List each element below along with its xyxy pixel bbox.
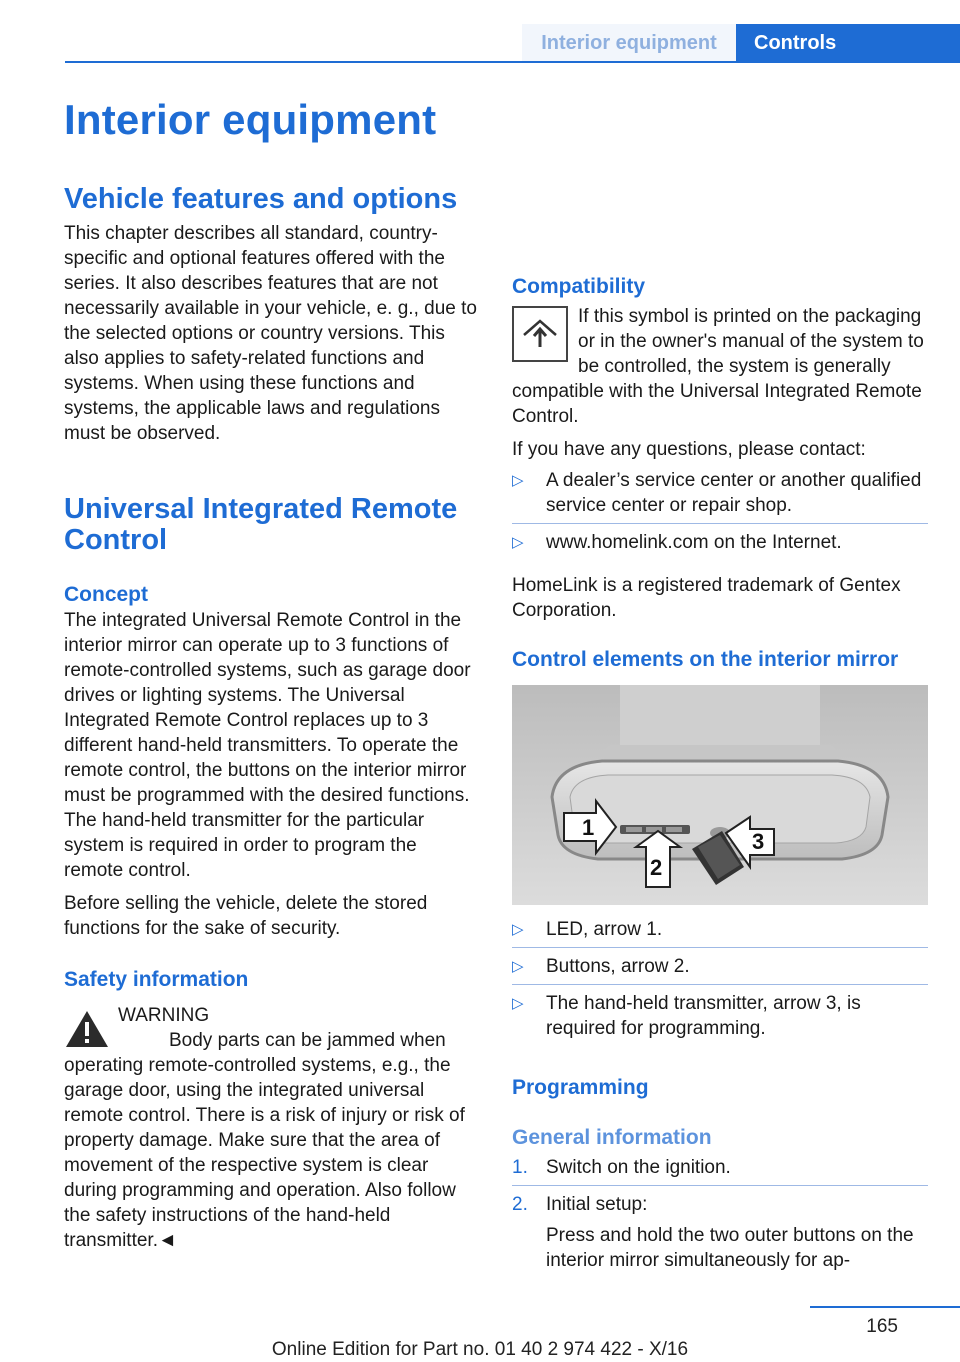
- programming-steps: [512, 1155, 928, 1273]
- homelink-link: www.homelink.com on the Internet.: [546, 532, 842, 553]
- list-item: ▷ A dealer’s service center or another qualified service center or repair shop.: [512, 470, 922, 516]
- arrow-label-3: 3: [752, 829, 765, 854]
- bullet-marker-icon: ▷: [512, 472, 524, 489]
- warning-label: WARNING: [118, 1005, 210, 1026]
- bullet-marker-icon: ▷: [512, 958, 524, 975]
- list-separator: [512, 1185, 928, 1186]
- control-elements-list: [512, 917, 928, 1041]
- warning-text: Body parts can be jammed when operating remote-controlled systems, e.g., the garage door, using the integrated universal remote control. There is a risk of injury or risk of property damage. Make sure that the area of movement of the respective system is clear during programming and operation. Also follow the safety instructions of the hand-held transmitter.◄: [64, 1030, 465, 1251]
- trademark-text: HomeLink is a registered trademark of Gentex Corporation.: [512, 575, 901, 621]
- page-title: Interior equipment: [64, 96, 437, 143]
- list-item: ▷ The hand-held transmitter, arrow 3, is required for programming.: [512, 993, 861, 1039]
- concept-paragraph-1: The integrated Universal Remote Control in the interior mirror can operate up to 3 functions of remote-controlled systems, such as garage door drives or lighting systems. The Universal Integrated Remote Control replaces up to 3 different hand-held transmitters. To operate the remote control, the buttons on the interior mirror must be programmed with the desired functions. The hand-held transmitter for the particular system is required in order to program the remote control.: [64, 610, 471, 881]
- arrow-label-2: 2: [650, 855, 663, 880]
- list-item: ▷ Buttons, arrow 2.: [512, 956, 690, 977]
- footer-edition: Online Edition for Part no. 01 40 2 974 422 - X/16: [271, 1339, 689, 1360]
- heading-control-elements: Control elements on the interior mirror: [512, 648, 899, 671]
- warning-triangle-icon: [64, 1009, 110, 1049]
- warning-block: [64, 1003, 480, 1253]
- list-separator: [512, 984, 928, 985]
- footer-rule: [810, 1306, 960, 1308]
- heading-concept: Concept: [64, 583, 148, 606]
- heading-safety-information: Safety information: [64, 968, 249, 991]
- list-separator: [512, 947, 928, 948]
- page-number: 165: [866, 1316, 898, 1337]
- header-tab-controls[interactable]: Controls: [736, 24, 960, 62]
- list-item[interactable]: [512, 530, 928, 555]
- heading-compatibility: Compatibility: [512, 275, 646, 298]
- heading-uirc: Universal Integrated Remote Control: [64, 493, 458, 556]
- compatibility-text: If this symbol is printed on the packaging or in the owner's manual of the system to be controlled, the system is generally compatible with the Universal Integrated Remote Control.: [512, 306, 924, 427]
- bullet-marker-icon: ▷: [512, 534, 524, 551]
- step-2-detail: Press and hold the two outer buttons on the interior mirror simultaneously for ap-: [546, 1225, 914, 1271]
- heading-general-information: General information: [512, 1126, 712, 1149]
- contact-intro: If you have any questions, please contact:: [512, 439, 866, 460]
- list-separator: [512, 523, 928, 524]
- arrow-label-1: 1: [582, 815, 595, 840]
- header-section-label: Interior equipment: [522, 24, 736, 62]
- concept-paragraph-2: Before selling the vehicle, delete the stored functions for the sake of security.: [64, 893, 428, 939]
- list-item: 1. Switch on the ignition.: [512, 1157, 731, 1178]
- warning-continuation-space: [512, 184, 928, 274]
- list-item: ▷ LED, arrow 1.: [512, 919, 663, 940]
- right-column: [512, 184, 928, 1273]
- compatibility-block: [512, 304, 928, 429]
- bullet-marker-icon: ▷: [512, 921, 524, 938]
- vehicle-features-text: This chapter describes all standard, country-specific and optional features offered with the series. It also describes features that are not necessarily available in your vehicle, e. g., due to the selected options or country versions. This also applies to safety-related functions and systems. When using these functions and systems, the applicable laws and regulations must be observed.: [64, 223, 477, 444]
- header-rule: [65, 61, 960, 63]
- heading-vehicle-features: Vehicle features and options: [64, 183, 458, 215]
- list-item: 2. Initial setup: Press and hold the two outer buttons on the interior mirror simultaneously for ap-: [512, 1192, 928, 1273]
- contact-list: [512, 468, 928, 555]
- bullet-marker-icon: ▷: [512, 995, 524, 1012]
- interior-mirror-image: [512, 685, 928, 905]
- heading-programming: Programming: [512, 1076, 649, 1099]
- homelink-house-icon: [512, 306, 568, 362]
- left-column: [64, 184, 480, 1253]
